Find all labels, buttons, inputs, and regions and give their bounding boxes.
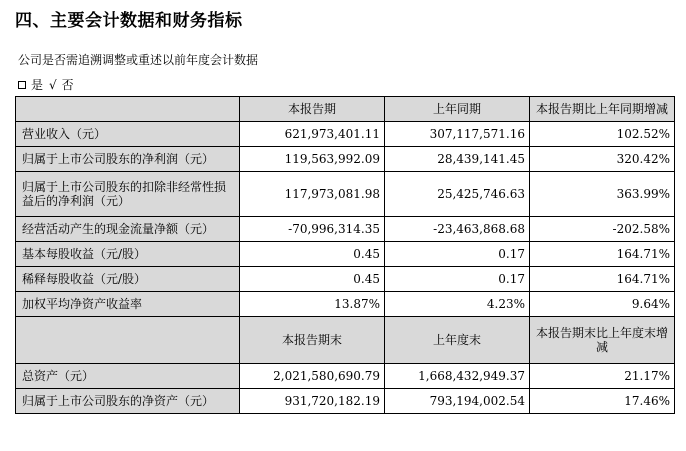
row-label: 总资产（元） <box>16 364 240 389</box>
table-row <box>16 292 675 317</box>
change-value: 9.64% <box>530 292 675 317</box>
change-value: 164.71% <box>530 242 675 267</box>
checkbox-empty-icon <box>18 81 26 89</box>
no-label: 否 <box>61 78 74 92</box>
table-row <box>16 389 675 414</box>
change-value: -202.58% <box>530 217 675 242</box>
header-cell-year-end-change: 本报告期末比上年度末增减 <box>530 317 675 364</box>
change-value: 21.17% <box>530 364 675 389</box>
row-label: 营业收入（元） <box>16 122 240 147</box>
row-label: 归属于上市公司股东的净资产（元） <box>16 389 240 414</box>
row-label: 经营活动产生的现金流量净额（元） <box>16 217 240 242</box>
current-value: 2,021,580,690.79 <box>240 364 385 389</box>
prior-value: 0.17 <box>385 267 530 292</box>
prior-value: 793,194,002.54 <box>385 389 530 414</box>
header-cell-period-end: 本报告期末 <box>240 317 385 364</box>
change-value: 17.46% <box>530 389 675 414</box>
check-mark-icon: √ <box>49 77 57 92</box>
table-row <box>16 122 675 147</box>
header-cell-period-change: 本报告期比上年同期增减 <box>530 97 675 122</box>
row-label: 归属于上市公司股东的净利润（元） <box>16 147 240 172</box>
restatement-question: 公司是否需追溯调整或重述以前年度会计数据 <box>18 53 259 67</box>
table-row <box>16 364 675 389</box>
row-label: 稀释每股收益（元/股） <box>16 267 240 292</box>
change-value: 102.52% <box>530 122 675 147</box>
current-value: 0.45 <box>240 267 385 292</box>
table-row <box>16 172 675 217</box>
current-value: 117,973,081.98 <box>240 172 385 217</box>
header-cell-blank <box>16 317 240 364</box>
prior-value: 28,439,141.45 <box>385 147 530 172</box>
header-cell-prior-year-end: 上年度末 <box>385 317 530 364</box>
header-cell-blank <box>16 97 240 122</box>
row-label: 加权平均净资产收益率 <box>16 292 240 317</box>
section-title: 四、主要会计数据和财务指标 <box>15 11 243 31</box>
prior-value: 0.17 <box>385 242 530 267</box>
change-value: 320.42% <box>530 147 675 172</box>
current-value: 0.45 <box>240 242 385 267</box>
yes-label: 是 <box>31 78 44 92</box>
table-row <box>16 242 675 267</box>
table-row <box>16 267 675 292</box>
table-header-row <box>16 97 675 122</box>
current-value: 13.87% <box>240 292 385 317</box>
current-value: 119,563,992.09 <box>240 147 385 172</box>
current-value: 931,720,182.19 <box>240 389 385 414</box>
table-header-row <box>16 317 675 364</box>
header-cell-prior-period: 上年同期 <box>385 97 530 122</box>
financial-indicators-table <box>15 96 675 414</box>
prior-value: -23,463,868.68 <box>385 217 530 242</box>
change-value: 164.71% <box>530 267 675 292</box>
table-row <box>16 217 675 242</box>
header-cell-current-period: 本报告期 <box>240 97 385 122</box>
prior-value: 25,425,746.63 <box>385 172 530 217</box>
prior-value: 4.23% <box>385 292 530 317</box>
table-row <box>16 147 675 172</box>
prior-value: 1,668,432,949.37 <box>385 364 530 389</box>
row-label: 基本每股收益（元/股） <box>16 242 240 267</box>
row-label: 归属于上市公司股东的扣除非经常性损益后的净利润（元） <box>16 172 240 217</box>
current-value: -70,996,314.35 <box>240 217 385 242</box>
current-value: 621,973,401.11 <box>240 122 385 147</box>
change-value: 363.99% <box>530 172 675 217</box>
prior-value: 307,117,571.16 <box>385 122 530 147</box>
restatement-answer <box>18 76 74 93</box>
